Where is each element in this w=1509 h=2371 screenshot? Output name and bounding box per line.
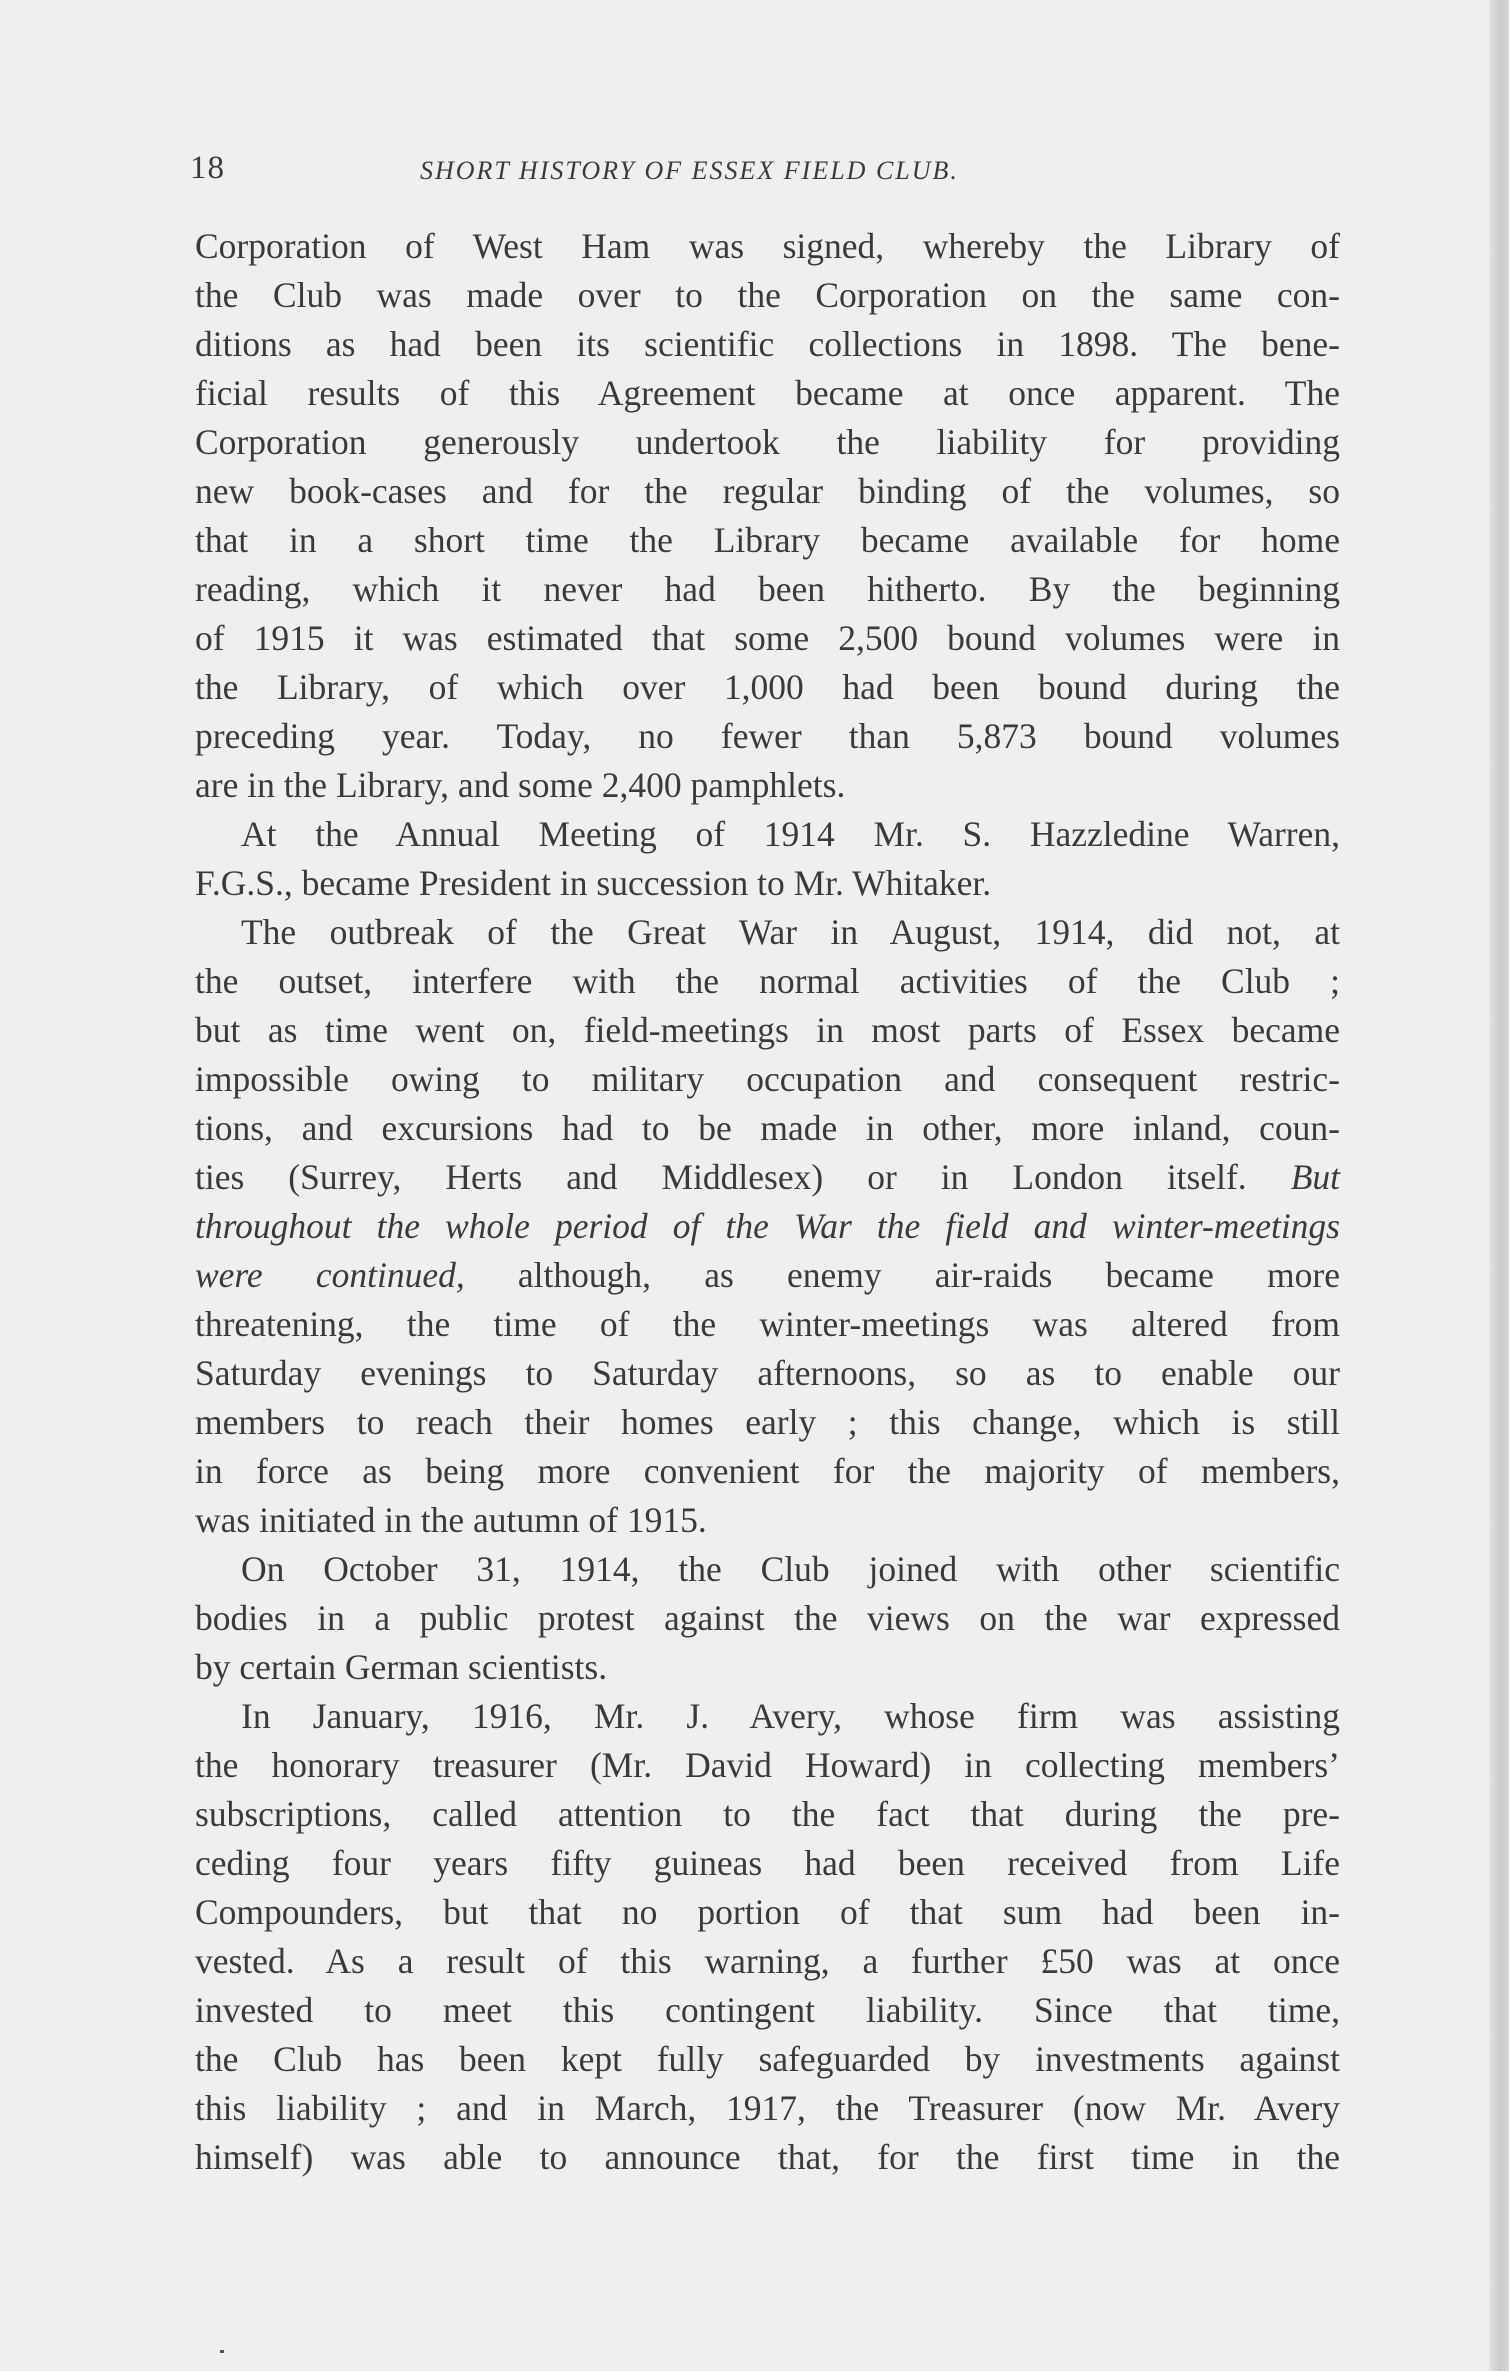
line-text: Corporation of West Ham was signed, whereby the Library of (195, 226, 1340, 266)
line-text: Compounders, but that no portion of that sum had been in- (195, 1892, 1340, 1932)
line-text: although, as enemy air-raids became more (464, 1255, 1340, 1295)
line-text: the honorary treasurer (Mr. David Howard) in collecting members’ (195, 1745, 1340, 1785)
text-line (195, 810, 1340, 859)
text-line (195, 1643, 1340, 1692)
text-line (195, 1692, 1340, 1741)
line-text: Corporation generously undertook the liability for providing (195, 422, 1340, 462)
line-text: that in a short time the Library became available for home (195, 520, 1340, 560)
line-text: members to reach their homes early ; this change, which is still (195, 1402, 1340, 1442)
line-text: himself) was able to announce that, for the first time in the (195, 2137, 1340, 2177)
italic-text: But (1290, 1157, 1341, 1197)
page-header (190, 150, 1340, 196)
line-text: are in the Library, and some 2,400 pamphlets. (195, 765, 846, 805)
line-text: At the Annual Meeting of 1914 Mr. S. Hazzledine Warren, (241, 814, 1340, 854)
text-line (195, 1594, 1340, 1643)
text-line (195, 2035, 1340, 2084)
text-line (195, 1398, 1340, 1447)
text-line (195, 1153, 1340, 1202)
line-text: the Club has been kept fully safeguarded by investments against (195, 2039, 1340, 2079)
text-line (195, 2084, 1340, 2133)
text-line (195, 418, 1340, 467)
line-text: Saturday evenings to Saturday afternoons, so as to enable our (195, 1353, 1340, 1393)
text-line (195, 320, 1340, 369)
italic-text: were continued, (195, 1255, 465, 1295)
text-line (195, 1447, 1340, 1496)
line-text: by certain German scientists. (195, 1647, 608, 1687)
line-text: invested to meet this contingent liability. Since that time, (195, 1990, 1340, 2030)
page-number: 18 (190, 150, 225, 186)
text-line (195, 1300, 1340, 1349)
line-text: the Club was made over to the Corporation on the same con- (195, 275, 1340, 315)
running-head: SHORT HISTORY OF ESSEX FIELD CLUB. (420, 156, 959, 185)
line-text: ceding four years fifty guineas had been received from Life (195, 1843, 1340, 1883)
text-line (195, 1741, 1340, 1790)
line-text: ties (Surrey, Herts and Middlesex) or in London itself. (195, 1157, 1247, 1197)
line-text: tions, and excursions had to be made in other, more inland, coun- (195, 1108, 1340, 1148)
text-line (195, 1496, 1340, 1545)
text-line (195, 467, 1340, 516)
italic-text: throughout the whole period of the War the field and winter-meetings (195, 1206, 1340, 1246)
line-text: the Library, of which over 1,000 had been bound during the (195, 667, 1340, 707)
text-line (195, 663, 1340, 712)
text-line (195, 859, 1340, 908)
text-line (195, 271, 1340, 320)
line-text: this liability ; and in March, 1917, the Treasurer (now Mr. Avery (195, 2088, 1340, 2128)
page-edge-shadow (1489, 0, 1509, 2371)
text-line (195, 369, 1340, 418)
line-text: In January, 1916, Mr. J. Avery, whose firm was assisting (241, 1696, 1340, 1736)
text-line (195, 2133, 1340, 2182)
text-line (195, 1251, 1340, 1300)
line-text: vested. As a result of this warning, a further £50 was at once (195, 1941, 1340, 1981)
text-line (195, 712, 1340, 761)
text-line (195, 614, 1340, 663)
line-text: new book-cases and for the regular binding of the volumes, so (195, 471, 1340, 511)
text-line (195, 222, 1340, 271)
line-text: preceding year. Today, no fewer than 5,873 bound volumes (195, 716, 1340, 756)
line-text: bodies in a public protest against the views on the war expressed (195, 1598, 1340, 1638)
line-text: The outbreak of the Great War in August, 1914, did not, at (241, 912, 1340, 952)
line-text: the outset, interfere with the normal activities of the Club ; (195, 961, 1340, 1001)
text-line (195, 1839, 1340, 1888)
line-text: subscriptions, called attention to the fact that during the pre- (195, 1794, 1340, 1834)
line-text: reading, which it never had been hitherto. By the beginning (195, 569, 1340, 609)
text-line (195, 1006, 1340, 1055)
line-text: F.G.S., became President in succession to Mr. Whitaker. (195, 863, 992, 903)
text-line (195, 1202, 1340, 1251)
text-line (195, 957, 1340, 1006)
line-text: was initiated in the autumn of 1915. (195, 1500, 707, 1540)
text-line (195, 1545, 1340, 1594)
line-text: impossible owing to military occupation and consequent restric- (195, 1059, 1340, 1099)
print-speck (220, 2350, 224, 2353)
text-line (195, 1986, 1340, 2035)
line-text: threatening, the time of the winter-meetings was altered from (195, 1304, 1340, 1344)
text-line (195, 908, 1340, 957)
text-line (195, 565, 1340, 614)
text-line (195, 1349, 1340, 1398)
line-text: in force as being more convenient for the majority of members, (195, 1451, 1340, 1491)
text-line (195, 1937, 1340, 1986)
text-line (195, 761, 1340, 810)
line-text: ficial results of this Agreement became at once apparent. The (195, 373, 1340, 413)
body-text (195, 222, 1340, 2182)
text-line (195, 1888, 1340, 1937)
text-line (195, 516, 1340, 565)
line-text: ditions as had been its scientific collections in 1898. The bene- (195, 324, 1340, 364)
line-text: On October 31, 1914, the Club joined with other scientific (241, 1549, 1340, 1589)
text-line (195, 1790, 1340, 1839)
line-text: of 1915 it was estimated that some 2,500 bound volumes were in (195, 618, 1340, 658)
line-text: but as time went on, field-meetings in most parts of Essex became (195, 1010, 1340, 1050)
text-line (195, 1055, 1340, 1104)
text-line (195, 1104, 1340, 1153)
